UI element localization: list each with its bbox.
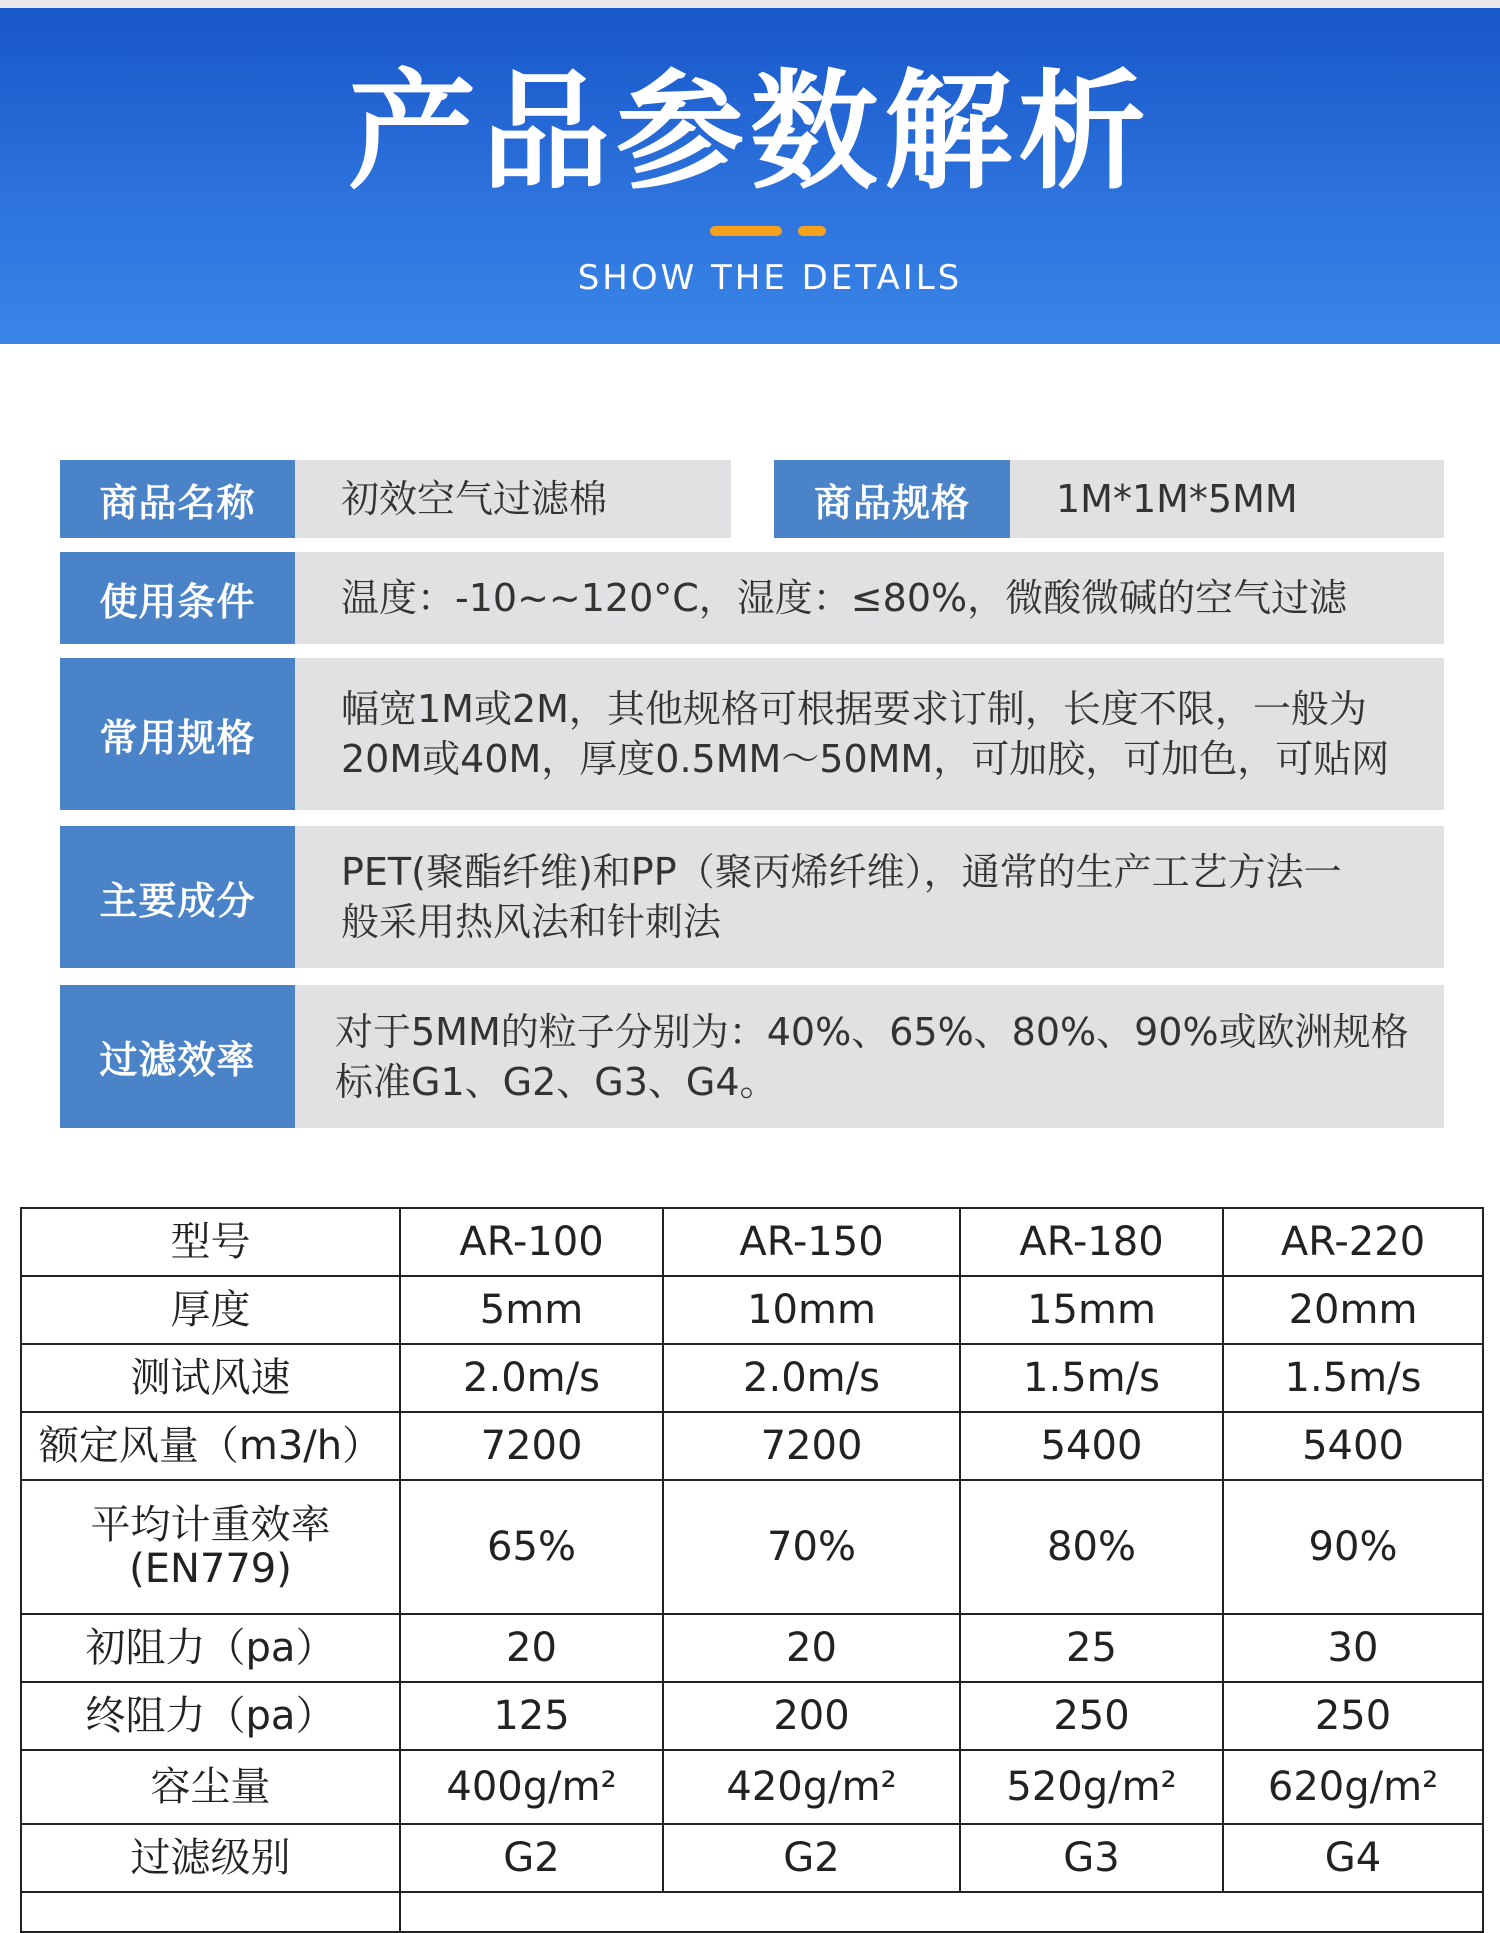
table-cell: AR-220 bbox=[1223, 1208, 1483, 1276]
table-cell: G3 bbox=[960, 1824, 1223, 1892]
row-header bbox=[21, 1682, 400, 1750]
table-cell: 1.5m/s bbox=[960, 1344, 1223, 1412]
main-material-line-2: 般采用热风法和针刺法 bbox=[341, 900, 722, 944]
table-cell-empty bbox=[21, 1892, 400, 1932]
table-cell: AR-180 bbox=[960, 1208, 1223, 1276]
table-cell: G4 bbox=[1223, 1824, 1483, 1892]
row-header-subtext: (EN779) bbox=[129, 1546, 292, 1592]
table-cell: 25 bbox=[960, 1614, 1223, 1682]
table-cell: 2.0m/s bbox=[400, 1344, 663, 1412]
accent-dash-short bbox=[798, 226, 826, 236]
usage-condition-value: 温度：-10~~120°C，湿度：≤80%，微酸微碱的空气过滤 bbox=[295, 552, 1444, 644]
filter-efficiency-line-2: 标准G1、G2、G3、G4。 bbox=[335, 1059, 778, 1104]
product-name-value: 初效空气过滤棉 bbox=[295, 460, 731, 538]
table-cell: AR-150 bbox=[663, 1208, 960, 1276]
table-cell: 70% bbox=[663, 1480, 960, 1614]
table-cell: G2 bbox=[400, 1824, 663, 1892]
page-title: 产品参数解析 bbox=[347, 58, 1152, 207]
table-cell: 20mm bbox=[1223, 1276, 1483, 1344]
product-spec-value: 1M*1M*5MM bbox=[1010, 460, 1444, 538]
common-spec-value bbox=[295, 658, 1444, 810]
table-cell: 7200 bbox=[663, 1412, 960, 1480]
table-cell: AR-100 bbox=[400, 1208, 663, 1276]
table-cell: 90% bbox=[1223, 1480, 1483, 1614]
usage-condition-label: 使用条件 bbox=[60, 552, 295, 644]
top-divider bbox=[0, 0, 1500, 8]
row-header-text: 平均计重效率 bbox=[90, 1502, 331, 1548]
table-row bbox=[21, 1824, 1483, 1892]
table-row bbox=[21, 1614, 1483, 1682]
row-header-text: 型号 bbox=[170, 1219, 251, 1265]
spec-table-wrapper bbox=[20, 1207, 1482, 1933]
table-cell: 125 bbox=[400, 1682, 663, 1750]
table-row bbox=[21, 1682, 1483, 1750]
accent-dash-long bbox=[710, 226, 782, 236]
table-cell: 250 bbox=[960, 1682, 1223, 1750]
table-cell: 620g/m² bbox=[1223, 1750, 1483, 1824]
table-row-partial bbox=[21, 1892, 1483, 1932]
common-spec-label: 常用规格 bbox=[60, 658, 295, 810]
row-header-text: 过滤级别 bbox=[130, 1835, 291, 1881]
table-row bbox=[21, 1480, 1483, 1614]
table-row bbox=[21, 1208, 1483, 1276]
row-header-text: 测试风速 bbox=[130, 1355, 291, 1401]
table-cell: 20 bbox=[400, 1614, 663, 1682]
row-header bbox=[21, 1412, 400, 1480]
table-cell: 420g/m² bbox=[663, 1750, 960, 1824]
table-cell: G2 bbox=[663, 1824, 960, 1892]
row-header bbox=[21, 1750, 400, 1824]
table-row bbox=[21, 1344, 1483, 1412]
table-row bbox=[21, 1412, 1483, 1480]
table-cell: 5400 bbox=[1223, 1412, 1483, 1480]
table-cell: 250 bbox=[1223, 1682, 1483, 1750]
table-cell: 5mm bbox=[400, 1276, 663, 1344]
table-cell: 400g/m² bbox=[400, 1750, 663, 1824]
table-cell: 65% bbox=[400, 1480, 663, 1614]
row-header-text: 初阻力（pa） bbox=[85, 1625, 336, 1671]
filter-efficiency-line-1: 对于5MM的粒子分别为：40%、65%、80%、90%或欧洲规格 bbox=[335, 1009, 1409, 1054]
row-header-text: 终阻力（pa） bbox=[85, 1693, 336, 1739]
page-subtitle: SHOW THE DETAILS bbox=[577, 258, 963, 298]
main-material-line-1: PET(聚酯纤维)和PP（聚丙烯纤维），通常的生产工艺方法一 bbox=[341, 850, 1342, 894]
product-name-label: 商品名称 bbox=[60, 460, 295, 538]
row-header bbox=[21, 1480, 400, 1614]
table-cell-empty bbox=[400, 1892, 1483, 1932]
common-spec-line-2: 20M或40M，厚度0.5MM～50MM，可加胶，可加色，可贴网 bbox=[341, 737, 1390, 781]
table-cell: 5400 bbox=[960, 1412, 1223, 1480]
row-header-text: 厚度 bbox=[170, 1287, 251, 1333]
table-cell: 30 bbox=[1223, 1614, 1483, 1682]
table-cell: 15mm bbox=[960, 1276, 1223, 1344]
row-header bbox=[21, 1824, 400, 1892]
table-row bbox=[21, 1750, 1483, 1824]
row-header-text: 额定风量（m3/h） bbox=[38, 1423, 383, 1469]
row-header bbox=[21, 1208, 400, 1276]
table-cell: 80% bbox=[960, 1480, 1223, 1614]
filter-efficiency-label: 过滤效率 bbox=[60, 985, 295, 1128]
header-banner bbox=[0, 0, 1500, 344]
table-cell: 520g/m² bbox=[960, 1750, 1223, 1824]
main-material-label: 主要成分 bbox=[60, 826, 295, 968]
table-cell: 20 bbox=[663, 1614, 960, 1682]
common-spec-line-1: 幅宽1M或2M，其他规格可根据要求订制，长度不限，一般为 bbox=[341, 687, 1367, 731]
table-cell: 200 bbox=[663, 1682, 960, 1750]
table-cell: 10mm bbox=[663, 1276, 960, 1344]
table-cell: 1.5m/s bbox=[1223, 1344, 1483, 1412]
table-cell: 2.0m/s bbox=[663, 1344, 960, 1412]
row-header-text: 容尘量 bbox=[150, 1764, 271, 1810]
main-material-value bbox=[295, 826, 1444, 968]
product-spec-label: 商品规格 bbox=[774, 460, 1010, 538]
table-cell: 7200 bbox=[400, 1412, 663, 1480]
row-header bbox=[21, 1344, 400, 1412]
row-header bbox=[21, 1614, 400, 1682]
filter-efficiency-value bbox=[295, 985, 1444, 1128]
spec-table bbox=[20, 1207, 1484, 1933]
table-row bbox=[21, 1276, 1483, 1344]
row-header bbox=[21, 1276, 400, 1344]
